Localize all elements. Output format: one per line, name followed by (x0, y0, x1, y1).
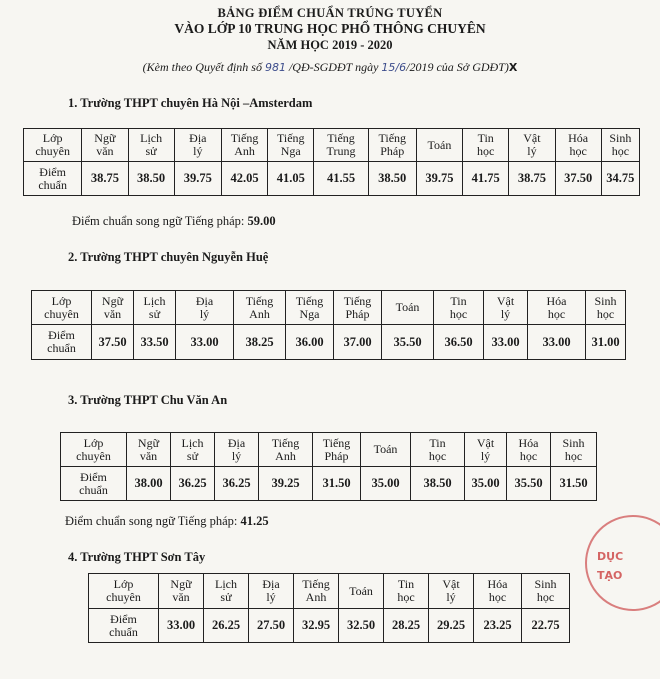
subject-header: Hóa học (507, 433, 551, 467)
subject-header: Lịch sử (204, 574, 249, 609)
decision-reference: (Kèm theo Quyết định số 981 /QĐ-SGDĐT ngày 15/6/2019 của Sở GDĐT)X (142, 60, 518, 74)
score-cell: 35.00 (465, 467, 507, 501)
subject-header: Tin học (434, 291, 484, 325)
subject-header: Toán (416, 129, 462, 162)
score-cell: 26.25 (204, 609, 249, 643)
score-cell: 37.50 (92, 325, 134, 360)
score-cell: 22.75 (522, 609, 570, 643)
score-cell: 32.50 (339, 609, 384, 643)
score-cell: 29.25 (429, 609, 474, 643)
subject-header: Tiếng Anh (259, 433, 313, 467)
subject-header: Tiếng Pháp (334, 291, 382, 325)
score-cell: 39.75 (416, 162, 462, 196)
score-cell: 39.75 (174, 162, 221, 196)
subject-header: Lịch sử (134, 291, 176, 325)
subject-row (32, 291, 626, 325)
subject-header: Ngữ văn (127, 433, 171, 467)
subject-header: Vật lý (509, 129, 555, 162)
score-cell: 36.00 (286, 325, 334, 360)
subject-header: Toán (382, 291, 434, 325)
decision-number: 981 (264, 61, 286, 74)
score-cell: 38.75 (509, 162, 555, 196)
school-3-title: 3. Trường THPT Chu Văn An (68, 393, 228, 407)
subject-header: Ngữ văn (92, 291, 134, 325)
score-row (61, 467, 597, 501)
score-row (89, 609, 570, 643)
score-table-1 (23, 128, 640, 196)
score-cell: 38.50 (411, 467, 465, 501)
seal-text-2: TẠO (597, 569, 623, 582)
score-cell: 41.75 (463, 162, 509, 196)
decision-date: 15/6 (381, 61, 407, 74)
score-cell: 32.95 (294, 609, 339, 643)
score-cell: 34.75 (601, 162, 639, 196)
score-cell: 39.25 (259, 467, 313, 501)
seal-text-1: DỤC (597, 550, 624, 563)
subject-header: Sinh học (522, 574, 570, 609)
school-3-bilingual-note: Điểm chuẩn song ngữ Tiếng pháp: 41.25 (65, 514, 269, 528)
score-cell: 35.00 (361, 467, 411, 501)
score-cell: 38.50 (128, 162, 174, 196)
subject-header: Địa lý (176, 291, 234, 325)
score-cell: 31.00 (586, 325, 626, 360)
subject-header: Tin học (463, 129, 509, 162)
score-cell: 37.50 (555, 162, 601, 196)
row-label-subject: Lớp chuyên (89, 574, 159, 609)
score-cell: 38.75 (82, 162, 128, 196)
subject-header: Hóa học (555, 129, 601, 162)
row-label-subject: Lớp chuyên (24, 129, 82, 162)
score-cell: 33.50 (134, 325, 176, 360)
handwritten-mark: X (508, 61, 518, 74)
subject-header: Toán (361, 433, 411, 467)
score-cell: 38.25 (234, 325, 286, 360)
subject-header: Địa lý (215, 433, 259, 467)
subject-header: Hóa học (528, 291, 586, 325)
score-table-4 (88, 573, 570, 643)
school-2-title: 2. Trường THPT chuyên Nguyễn Huệ (68, 250, 269, 264)
score-cell: 33.00 (528, 325, 586, 360)
school-1-title: 1. Trường THPT chuyên Hà Nội –Amsterdam (68, 96, 313, 110)
subject-header: Vật lý (465, 433, 507, 467)
subject-header: Ngữ văn (82, 129, 128, 162)
subject-row (89, 574, 570, 609)
subject-header: Địa lý (174, 129, 221, 162)
subject-row (24, 129, 640, 162)
score-cell: 41.05 (268, 162, 314, 196)
score-row (24, 162, 640, 196)
score-cell: 31.50 (551, 467, 597, 501)
row-label-score: Điểm chuẩn (24, 162, 82, 196)
score-table-3 (60, 432, 597, 501)
row-label-score: Điểm chuẩn (61, 467, 127, 501)
subject-header: Tiếng Nga (268, 129, 314, 162)
subject-header: Tiếng Trung (314, 129, 368, 162)
score-cell: 38.50 (368, 162, 416, 196)
subject-header: Tin học (411, 433, 465, 467)
score-cell: 23.25 (474, 609, 522, 643)
subject-header: Tiếng Pháp (368, 129, 416, 162)
score-cell: 41.55 (314, 162, 368, 196)
subject-header: Tiếng Pháp (313, 433, 361, 467)
school-4-title: 4. Trường THPT Sơn Tây (68, 550, 206, 564)
doc-school-year: NĂM HỌC 2019 - 2020 (267, 38, 393, 52)
subject-header: Vật lý (429, 574, 474, 609)
score-cell: 36.25 (171, 467, 215, 501)
score-cell: 36.50 (434, 325, 484, 360)
subject-header: Lịch sử (128, 129, 174, 162)
subject-header: Sinh học (586, 291, 626, 325)
doc-title-line1: BẢNG ĐIỂM CHUẨN TRÚNG TUYỂN (217, 6, 443, 20)
score-cell: 33.00 (159, 609, 204, 643)
row-label-score: Điểm chuẩn (89, 609, 159, 643)
score-row (32, 325, 626, 360)
subject-header: Hóa học (474, 574, 522, 609)
score-cell: 28.25 (384, 609, 429, 643)
subject-header: Tin học (384, 574, 429, 609)
score-cell: 42.05 (221, 162, 267, 196)
subject-header: Sinh học (601, 129, 639, 162)
score-cell: 31.50 (313, 467, 361, 501)
score-cell: 33.00 (176, 325, 234, 360)
subject-header: Toán (339, 574, 384, 609)
score-cell: 27.50 (249, 609, 294, 643)
subject-header: Tiếng Anh (294, 574, 339, 609)
subject-row (61, 433, 597, 467)
score-cell: 35.50 (507, 467, 551, 501)
doc-title-line2: VÀO LỚP 10 TRUNG HỌC PHỔ THÔNG CHUYÊN (174, 21, 486, 36)
row-label-subject: Lớp chuyên (61, 433, 127, 467)
subject-header: Sinh học (551, 433, 597, 467)
official-seal (585, 515, 660, 611)
score-cell: 37.00 (334, 325, 382, 360)
score-table-2 (31, 290, 626, 360)
score-cell: 33.00 (484, 325, 528, 360)
row-label-subject: Lớp chuyên (32, 291, 92, 325)
row-label-score: Điểm chuẩn (32, 325, 92, 360)
score-cell: 38.00 (127, 467, 171, 501)
score-cell: 35.50 (382, 325, 434, 360)
subject-header: Địa lý (249, 574, 294, 609)
subject-header: Tiếng Nga (286, 291, 334, 325)
subject-header: Lịch sử (171, 433, 215, 467)
subject-header: Vật lý (484, 291, 528, 325)
subject-header: Tiếng Anh (221, 129, 267, 162)
school-1-bilingual-note: Điểm chuẩn song ngữ Tiếng pháp: 59.00 (72, 214, 276, 228)
subject-header: Ngữ văn (159, 574, 204, 609)
score-cell: 36.25 (215, 467, 259, 501)
subject-header: Tiếng Anh (234, 291, 286, 325)
